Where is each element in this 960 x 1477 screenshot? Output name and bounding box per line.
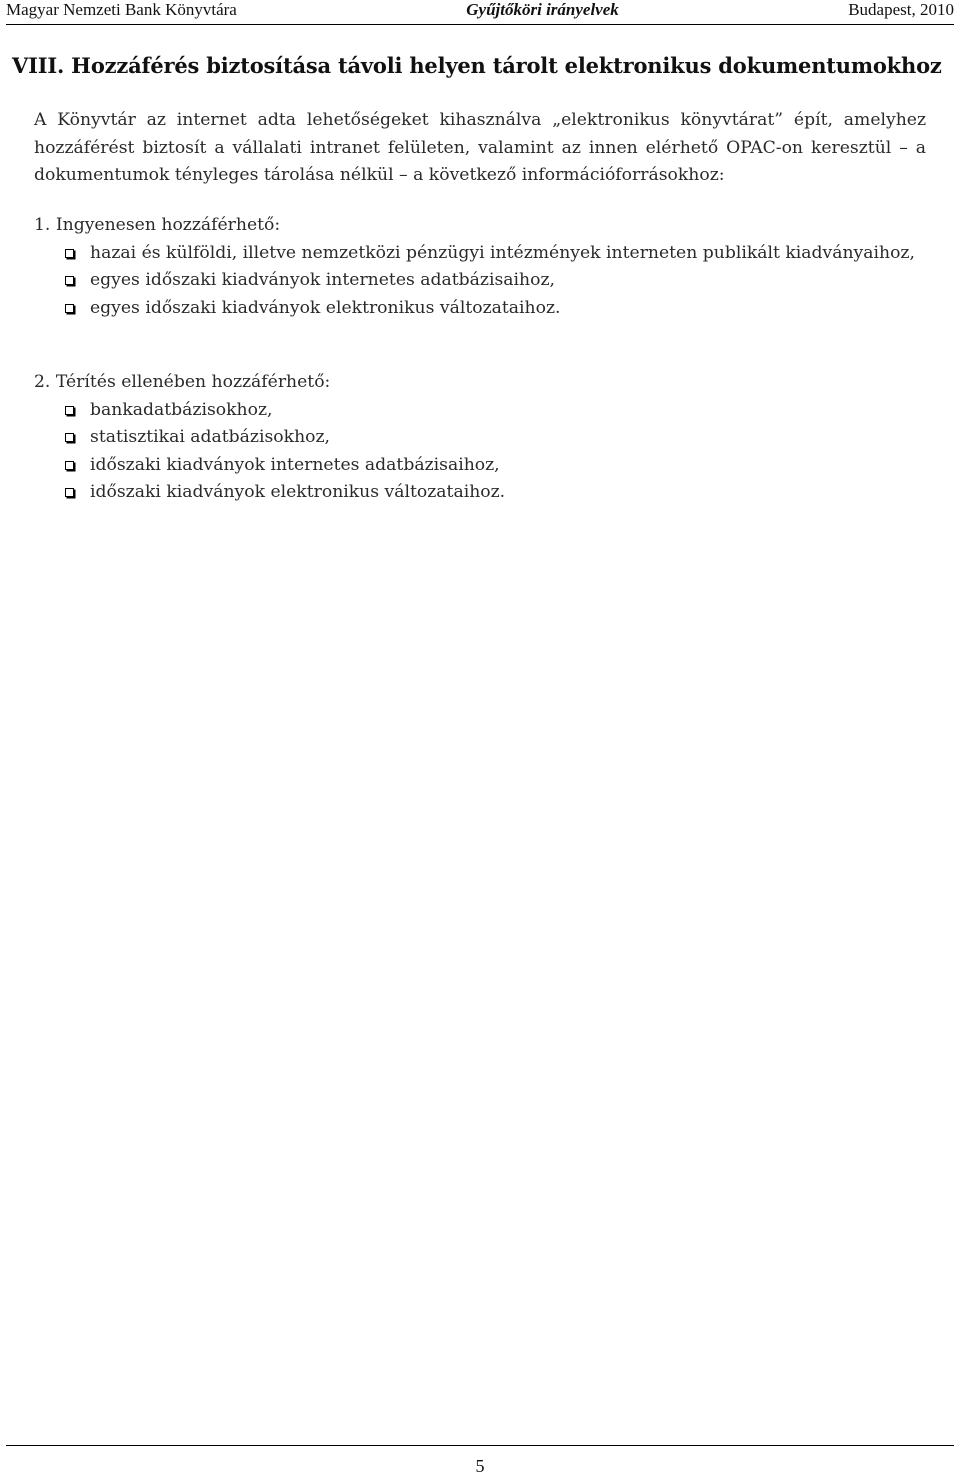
header-document-title: Gyűjtőköri irányelvek [466, 0, 619, 19]
checkbox-bullet-icon [65, 488, 74, 497]
section-paid-access [34, 369, 926, 507]
footer-divider [6, 1445, 954, 1446]
header-library-name: Magyar Nemzeti Bank Könyvtára [6, 0, 237, 19]
list-item [34, 424, 926, 452]
section-heading: 2. Térítés ellenében hozzáférhető: [34, 372, 331, 392]
page-number: 5 [475, 1456, 485, 1476]
page-header [6, 0, 954, 24]
list-item-text: időszaki kiadványok elektronikus változataihoz. [90, 482, 506, 502]
checkbox-bullet-icon [65, 406, 74, 415]
intro-paragraph: A Könyvtár az internet adta lehetőségeket kihasználva „elektronikus könyvtárat” épít, amelyhez hozzáférést biztosít a vállalati intranet felületen, valamint az innen elérhető OPAC-on keresztül – a dokumentumok tényleges tárolása nélkül – a következő információforrásokhoz: [34, 110, 926, 185]
list-item [34, 267, 926, 295]
list-item [34, 452, 926, 480]
list-item [34, 397, 926, 425]
checkbox-bullet-icon [65, 433, 74, 442]
list-item [34, 240, 926, 268]
checkbox-bullet-icon [65, 276, 74, 285]
list-item-text: egyes időszaki kiadványok elektronikus változataihoz. [90, 297, 561, 318]
section-heading: 1. Ingyenesen hozzáférhető: [34, 215, 281, 235]
list-item-text: egyes időszaki kiadványok internetes adatbázisaihoz, [90, 270, 555, 290]
checkbox-bullet-icon [65, 249, 74, 258]
chapter-title: VIII. Hozzáférés biztosítása távoli helyen tárolt elektronikus dokumentumokhoz [12, 53, 942, 78]
checkbox-bullet-icon [65, 304, 74, 313]
header-divider [6, 24, 954, 25]
bullet-list [34, 397, 926, 507]
list-item-text: időszaki kiadványok internetes adatbázisaihoz, [90, 454, 500, 475]
list-item-text: statisztikai adatbázisokhoz, [90, 427, 331, 447]
list-item [34, 479, 926, 507]
section-free-access [34, 212, 926, 322]
bullet-list [34, 240, 926, 323]
list-item-text: hazai és külföldi, illetve nemzetközi pénzügyi intézmények interneten publikált kiadványaihoz, [90, 242, 915, 263]
checkbox-bullet-icon [65, 461, 74, 470]
list-item-text: bankadatbázisokhoz, [90, 399, 273, 420]
header-place-date: Budapest, 2010 [848, 0, 954, 19]
list-item [34, 295, 926, 323]
